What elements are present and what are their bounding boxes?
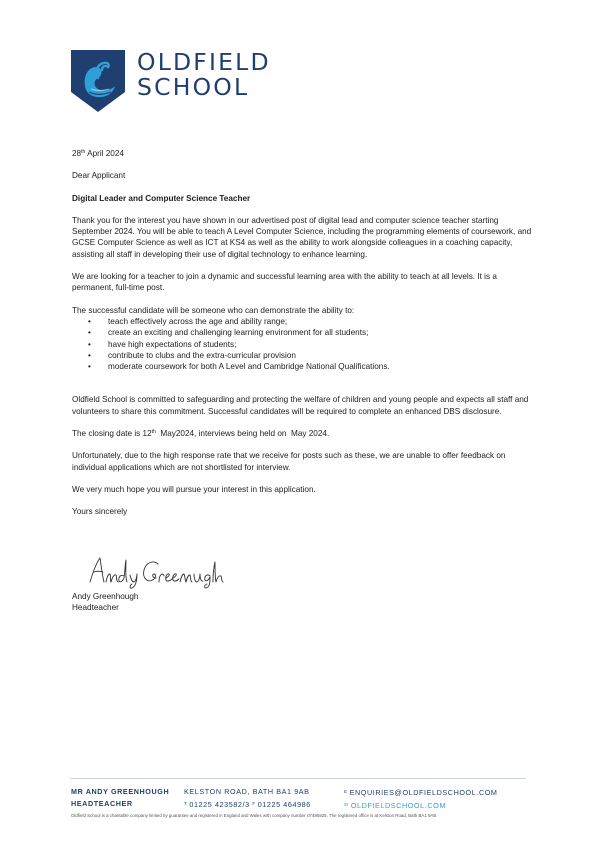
footer-contact-name: MR ANDY GREENHOUGH HEADTEACHER bbox=[71, 787, 170, 808]
footer-divider bbox=[70, 778, 526, 779]
paragraph-hope: We very much hope you will pursue your interest in this application. bbox=[72, 484, 316, 494]
list-item: • teach effectively across the age and ability range; bbox=[72, 316, 532, 327]
school-name-line2: SCHOOL bbox=[137, 73, 250, 101]
list-item: • moderate coursework for both A Level and Cambridge National Qualifications. bbox=[72, 361, 532, 372]
swan-crest-icon bbox=[71, 50, 125, 112]
list-item: • contribute to clubs and the extra-curricular provision bbox=[72, 350, 532, 361]
paragraph-safeguarding: Oldfield School is committed to safeguarding and protecting the welfare of children and young people and expects all staff and volunteers to share this commitment. Successful candidates will be required to complete an enhanced DBS disclosure. bbox=[72, 395, 529, 416]
signer-title: Headteacher bbox=[72, 602, 119, 612]
footer-email: $^E$ ENQUIRIES@OLDFIELDSCHOOL.COM bbox=[344, 788, 498, 797]
signer-name: Andy Greenhough bbox=[72, 591, 139, 601]
footer-online bbox=[344, 786, 498, 811]
school-name bbox=[137, 50, 271, 100]
letter-body bbox=[72, 148, 532, 613]
handwritten-signature bbox=[86, 552, 226, 590]
paragraph-candidate: The successful candidate will be someone who can demonstrate the ability to: bbox=[72, 305, 355, 315]
paragraph-feedback: Unfortunately, due to the high response rate that we receive for posts such as these, we are unable to offer feedback on individual applications which are not shortlisted for interview. bbox=[72, 451, 506, 472]
paragraph-intro: Thank you for the interest you have shown in our advertised post of digital lead and computer science teacher starting September 2024. You will be able to teach A Level Computer Science, including the programming elements of coursework, and GCSE Computer Science as well as ICT at KS4 as well as the ability to work alongside colleagues in a coaching capacity, assisting all staff in developing their use of digital technology to enhance learning. bbox=[72, 215, 532, 259]
footer-address: KELSTON ROAD, BATH BA1 9AB $^T$ 01225 423582/3 $^F$ 01225 464986 bbox=[184, 787, 311, 809]
list-item: • create an exciting and challenging learning environment for all students; bbox=[72, 327, 532, 338]
duties-list bbox=[72, 316, 532, 372]
salutation: Dear Applicant bbox=[72, 171, 126, 181]
letter-date: 28th April 2024 bbox=[72, 149, 124, 158]
footer-legal: Oldfield School is a charitable company limited by guarantee and registered in England and Wales with company number 07495925. The registered office is at Kelston Road, Bath BA1 9AB bbox=[71, 813, 437, 818]
closing-date: The closing date is 12th May2024, interviews being held on May 2024. bbox=[72, 429, 330, 439]
school-name-line1: OLDFIELD bbox=[137, 48, 271, 76]
sign-off: Yours sincerely bbox=[72, 507, 128, 517]
footer-website: $^W$ OLDFIELDSCHOOL.COM bbox=[344, 800, 446, 810]
paragraph-role: We are looking for a teacher to join a dynamic and successful learning area with the ability to teach at all levels. It is a permanent, full-time post. bbox=[72, 272, 497, 293]
list-item: • have high expectations of students; bbox=[72, 339, 532, 350]
letter-subject: Digital Leader and Computer Science Teacher bbox=[72, 193, 251, 203]
